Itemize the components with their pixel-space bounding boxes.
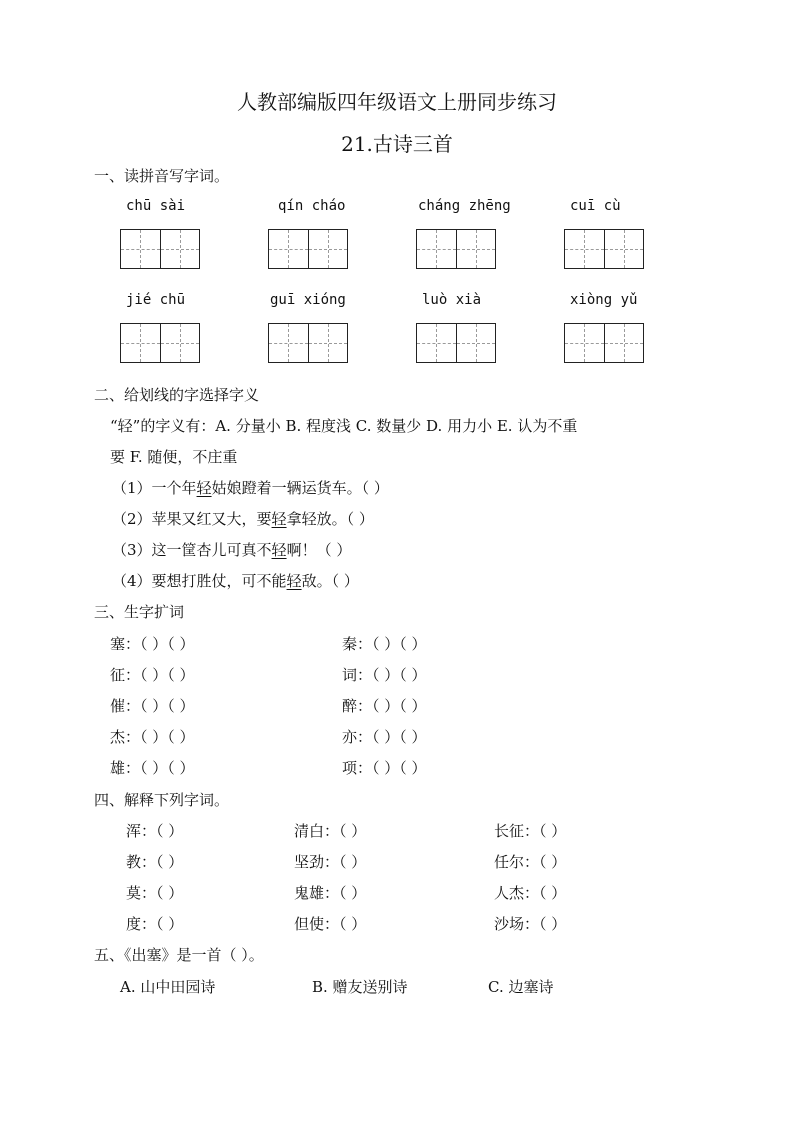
pinyin-2: qín cháo [278,198,346,214]
definition-item[interactable]: 人杰：（ ） [494,884,567,902]
character: 杰 [110,728,126,746]
question-3-answer-blank[interactable]: 啊！（ ） [286,541,352,559]
meaning-options-line1: “轻”的字义有：A. 分量小 B. 程度浅 C. 数量少 D. 用力小 E. 认为不重 [110,417,578,435]
definition-item[interactable]: 浑：（ ） [126,822,184,840]
section1-heading: 一、读拼音写字词。 [94,167,230,185]
answer-blanks[interactable]: ：（ ）（ ） [357,635,427,653]
definition-item[interactable]: 清白：（ ） [294,822,367,840]
expand-word-row[interactable] [342,633,427,654]
character: 塞 [110,635,126,653]
character: 词 [342,666,358,684]
expand-word-row[interactable] [110,633,195,654]
page-title: 人教部编版四年级语文上册同步练习 [237,90,557,114]
answer-blanks[interactable]: ：（ ）（ ） [125,697,195,715]
answer-blanks[interactable]: ：（ ）（ ） [125,666,195,684]
definition-item[interactable]: 但使：（ ） [294,915,367,933]
choice-b[interactable]: B. 赠友送别诗 [312,978,408,996]
answer-blanks[interactable]: ：（ ）（ ） [357,697,427,715]
character: 秦 [342,635,358,653]
definition-item[interactable]: 莫：（ ） [126,884,184,902]
question-1-text: （1）一个年 [112,479,197,497]
definition-item[interactable]: 沙场：（ ） [494,915,567,933]
definition-item[interactable]: 度：（ ） [126,915,184,933]
definition-item[interactable]: 坚劲：（ ） [294,853,367,871]
section5-question[interactable]: 五、《出塞》是一首（ ）。 [94,946,264,964]
expand-word-row[interactable] [342,664,427,685]
character: 醉 [342,697,358,715]
definition-item[interactable]: 长征：（ ） [494,822,567,840]
choice-a[interactable]: A. 山中田园诗 [120,978,216,996]
pinyin-6: guī xióng [270,292,346,308]
pinyin-1: chū sài [126,198,186,214]
answer-blanks[interactable]: ：（ ）（ ） [125,635,195,653]
section4-heading: 四、解释下列字词。 [94,791,230,809]
question-4 [112,570,359,591]
question-1 [112,477,389,498]
character: 项 [342,759,358,777]
pinyin-7: luò xià [422,292,482,308]
question-1-answer-blank[interactable]: 姑娘蹬着一辆运货车。（ ） [211,479,389,497]
writing-grid-7[interactable] [416,323,496,363]
answer-blanks[interactable]: ：（ ）（ ） [357,728,427,746]
writing-grid-3[interactable] [416,229,496,269]
question-3 [112,539,351,560]
pinyin-3: cháng zhēng [418,198,511,214]
choice-c[interactable]: C. 边塞诗 [488,978,554,996]
meaning-options-line2: 要 F. 随便，不庄重 [110,448,238,466]
writing-grid-1[interactable] [120,229,200,269]
writing-grid-6[interactable] [268,323,348,363]
question-2-answer-blank[interactable]: 拿轻放。（ ） [286,510,374,528]
expand-word-row[interactable] [110,726,195,747]
question-2-text: （2）苹果又红又大，要 [112,510,272,528]
question-4-underlined-word: 轻 [286,572,302,590]
question-3-text: （3）这一筐杏儿可真不 [112,541,272,559]
writing-grid-4[interactable] [564,229,644,269]
question-4-answer-blank[interactable]: 敌。（ ） [301,572,359,590]
character: 亦 [342,728,358,746]
pinyin-8: xiòng yǔ [570,292,638,308]
answer-blanks[interactable]: ：（ ）（ ） [125,728,195,746]
answer-blanks[interactable]: ：（ ）（ ） [357,759,427,777]
section2-heading: 二、给划线的字选择字义 [94,386,260,404]
definition-item[interactable]: 鬼雄：（ ） [294,884,367,902]
question-3-underlined-word: 轻 [271,541,287,559]
lesson-subtitle: 21.古诗三首 [341,132,453,156]
answer-blanks[interactable]: ：（ ）（ ） [357,666,427,684]
writing-grid-8[interactable] [564,323,644,363]
expand-word-row[interactable] [342,757,427,778]
pinyin-5: jié chū [126,292,186,308]
definition-item[interactable]: 任尔：（ ） [494,853,567,871]
character: 催 [110,697,126,715]
answer-blanks[interactable]: ：（ ）（ ） [125,759,195,777]
question-1-underlined-word: 轻 [196,479,212,497]
question-2 [112,508,374,529]
question-4-text: （4）要想打胜仗，可不能 [112,572,287,590]
writing-grid-2[interactable] [268,229,348,269]
question-2-underlined-word: 轻 [271,510,287,528]
section3-heading: 三、生字扩词 [94,603,185,621]
expand-word-row[interactable] [110,695,195,716]
definition-item[interactable]: 教：（ ） [126,853,184,871]
expand-word-row[interactable] [110,664,195,685]
expand-word-row[interactable] [342,726,427,747]
character: 征 [110,666,126,684]
expand-word-row[interactable] [342,695,427,716]
writing-grid-5[interactable] [120,323,200,363]
character: 雄 [110,759,126,777]
pinyin-4: cuī cù [570,198,621,214]
expand-word-row[interactable] [110,757,195,778]
